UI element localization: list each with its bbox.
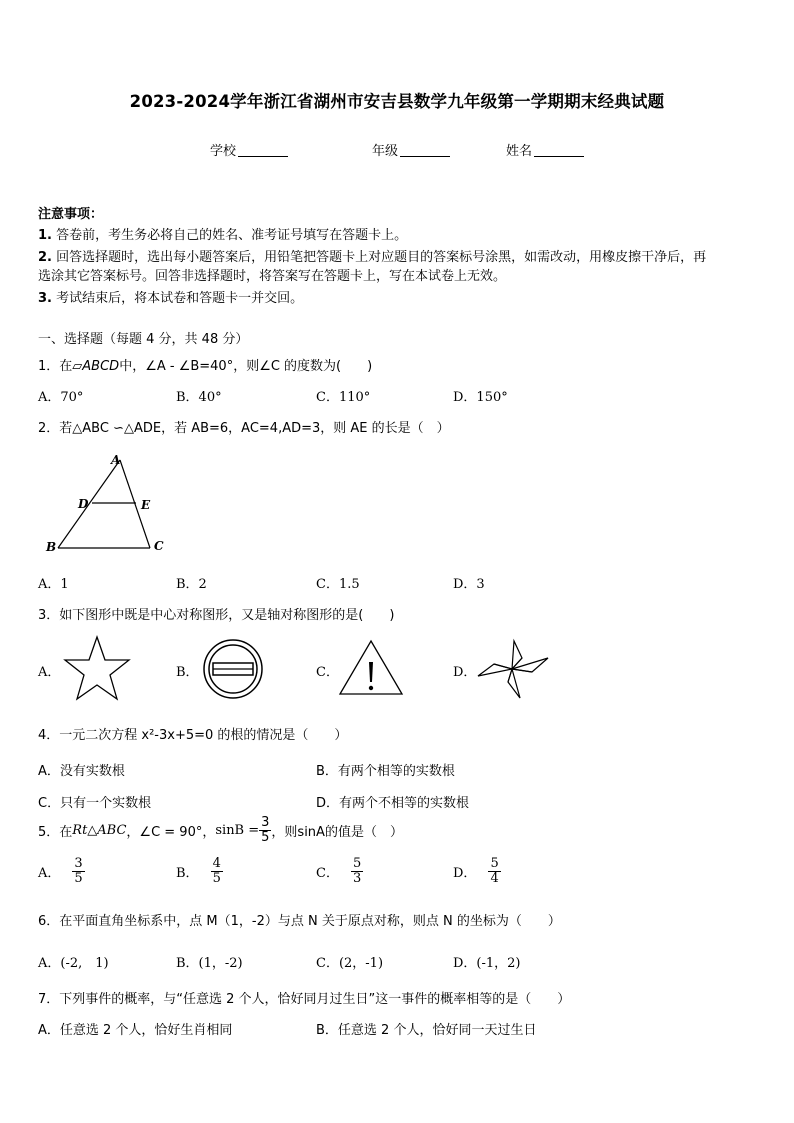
- q3-option-b[interactable]: B．: [176, 665, 199, 680]
- notice-item-2-cont: 选涂其它答案标号。回答非选择题时，将答案写在答题卡上，写在本试卷上无效。: [38, 269, 507, 284]
- q6-option-a[interactable]: A．(-2, 1): [38, 956, 109, 971]
- q6-option-c[interactable]: C．(2，-1): [316, 956, 384, 971]
- notice-item-1: 1. 答卷前，考生务必将自己的姓名、准考证号填写在答题卡上。: [38, 228, 408, 243]
- q2-option-c[interactable]: C．1.5: [316, 577, 360, 592]
- q7-option-b[interactable]: B．任意选 2 个人，恰好同一天过生日: [316, 1023, 537, 1038]
- label-a: A: [111, 453, 121, 467]
- question-4: 4．一元二次方程 x²-3x+5=0 的根的情况是（ ）: [38, 728, 348, 743]
- label-b: B: [46, 540, 57, 554]
- q4-option-c[interactable]: C．只有一个实数根: [38, 796, 152, 811]
- notice-item-3: 3. 考试结束后，将本试卷和答题卡一并交回。: [38, 291, 304, 306]
- name-field[interactable]: [506, 140, 584, 159]
- q4-option-d[interactable]: D．有两个不相等的实数根: [316, 796, 470, 811]
- q5-option-d[interactable]: D． $\frac{5}{4}$: [453, 856, 499, 886]
- warning-triangle-icon: [338, 638, 406, 698]
- pinwheel-icon: [474, 636, 552, 702]
- question-7: 7．下列事件的概率，与“任意选 2 个人，恰好同月过生日”这一事件的概率相等的是（ ）: [38, 992, 571, 1007]
- q1-option-a[interactable]: A．70°: [38, 390, 84, 405]
- grade-label: 年级: [372, 144, 399, 159]
- star-icon: [62, 634, 132, 702]
- school-field[interactable]: [210, 140, 288, 159]
- q4-option-b[interactable]: B．有两个相等的实数根: [316, 764, 455, 779]
- q5-option-a[interactable]: A． $\frac{3}{5}$: [38, 856, 83, 886]
- q2-option-b[interactable]: B．2: [176, 577, 207, 592]
- triangle-figure: [40, 450, 180, 558]
- q5-option-c[interactable]: C． $\frac{5}{3}$: [316, 856, 362, 886]
- page-title: 2023-2024学年浙江省湖州市安吉县数学九年级第一学期期末经典试题: [129, 92, 665, 111]
- q2-option-d[interactable]: D．3: [453, 577, 485, 592]
- q3-option-c[interactable]: C．: [316, 665, 339, 680]
- name-label: 姓名: [506, 144, 533, 159]
- section-heading: 一、选择题（每题 4 分，共 48 分）: [38, 332, 249, 347]
- q6-option-d[interactable]: D．(-1，2): [453, 956, 521, 971]
- question-6: 6．在平面直角坐标系中，点 M（1，-2）与点 N 关于原点对称，则点 N 的坐标为（ ）: [38, 914, 561, 929]
- q7-option-a[interactable]: A．任意选 2 个人，恰好生肖相同: [38, 1023, 233, 1038]
- school-blank[interactable]: [238, 156, 288, 157]
- q3-option-a[interactable]: A．: [38, 665, 61, 680]
- q4-option-a[interactable]: A．没有实数根: [38, 764, 125, 779]
- grade-field[interactable]: [372, 140, 450, 159]
- question-2: 2．若△ABC ∽△ADE，若 AB=6，AC=4,AD=3，则 AE 的长是（ ）: [38, 421, 450, 436]
- q1-option-d[interactable]: D．150°: [453, 390, 508, 405]
- q3-option-d[interactable]: D．: [453, 665, 477, 680]
- notice-heading: 注意事项：: [38, 207, 104, 222]
- question-5: 5．在 Rt△ABC ，∠C = 90°， sinB = $\frac{3}{5}$ ，则sinA的值是（ ）: [38, 815, 403, 845]
- q6-option-b[interactable]: B．(1，-2): [176, 956, 243, 971]
- q1-option-c[interactable]: C．110°: [316, 390, 371, 405]
- notice-item-2: 2. 回答选择题时，选出每小题答案后，用铅笔把答题卡上对应题目的答案标号涂黑，如需改动，用橡皮擦干净后，再: [38, 250, 707, 265]
- label-e: E: [141, 498, 151, 512]
- label-c: C: [154, 539, 164, 553]
- q5-option-b[interactable]: B． $\frac{4}{5}$: [176, 856, 221, 886]
- q2-option-a[interactable]: A．1: [38, 577, 69, 592]
- q1-option-b[interactable]: B．40°: [176, 390, 222, 405]
- grade-blank[interactable]: [400, 156, 450, 157]
- name-blank[interactable]: [534, 156, 584, 157]
- no-entry-icon: [200, 638, 266, 700]
- question-3: 3．如下图形中既是中心对称图形，又是轴对称图形的是( ): [38, 608, 395, 623]
- question-1: 1．在▱ABCD中，∠A - ∠B=40°，则∠C 的度数为( ): [38, 359, 373, 374]
- school-label: 学校: [210, 144, 237, 159]
- label-d: D: [78, 497, 89, 511]
